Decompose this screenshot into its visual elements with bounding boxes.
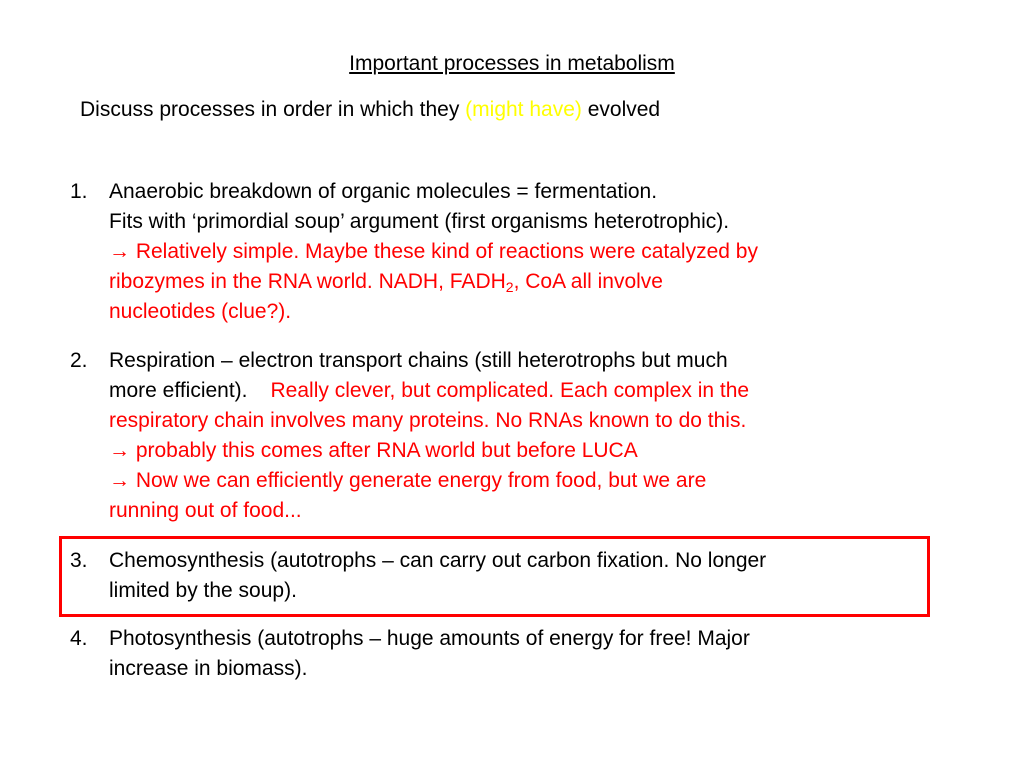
slide-title: Important processes in metabolism [349, 52, 675, 75]
slide-subtitle [80, 98, 660, 122]
item-line: respiratory chain involves many proteins. No RNAs known to do this. [109, 409, 747, 432]
arrow-right-icon: → [109, 469, 130, 492]
item-line-text: Really clever, but complicated. Each complex in the [270, 379, 750, 402]
item-line-text: probably this comes after RNA world but before LUCA [130, 439, 638, 462]
arrow-right-icon: → [109, 439, 130, 462]
item-line: limited by the soup). [109, 579, 297, 602]
item-line: nucleotides (clue?). [109, 300, 292, 323]
item-line: running out of food... [109, 499, 302, 522]
item-line-text: , CoA all involve [513, 270, 663, 293]
list-item-body [109, 346, 939, 526]
list-number: 3. [70, 549, 88, 572]
list-number: 4. [70, 627, 88, 650]
list-number: 1. [70, 180, 88, 203]
highlight-box [59, 536, 930, 617]
item-line [109, 376, 939, 406]
subscript: 2 [505, 279, 514, 295]
list-item-body [109, 177, 939, 327]
item-line-text: more efficient). [109, 379, 248, 402]
item-line [109, 466, 939, 496]
item-line [109, 267, 939, 297]
subtitle-highlight: (might have) [465, 98, 582, 121]
item-line: Fits with ‘primordial soup’ argument (first organisms heterotrophic). [109, 210, 730, 233]
item-line [109, 237, 939, 267]
list-number: 2. [70, 349, 88, 372]
item-line: Anaerobic breakdown of organic molecules = fermentation. [109, 180, 658, 203]
item-line: Respiration – electron transport chains (still heterotrophs but much [109, 349, 728, 372]
item-line-text: Now we can efficiently generate energy from food, but we are [130, 469, 707, 492]
item-line: Photosynthesis (autotrophs – huge amounts of energy for free! Major [109, 627, 750, 650]
item-line-text: Relatively simple. Maybe these kind of reactions were catalyzed by [130, 240, 758, 263]
item-line: Chemosynthesis (autotrophs – can carry out carbon fixation. No longer [109, 549, 767, 572]
subtitle-text-before: Discuss processes in order in which they [80, 98, 466, 121]
item-line: increase in biomass). [109, 657, 308, 680]
list-item-body [109, 624, 939, 684]
item-line [109, 436, 939, 466]
arrow-right-icon: → [109, 240, 130, 263]
subtitle-text-after: evolved [581, 98, 661, 121]
item-line-text: ribozymes in the RNA world. NADH, FADH [109, 270, 506, 293]
